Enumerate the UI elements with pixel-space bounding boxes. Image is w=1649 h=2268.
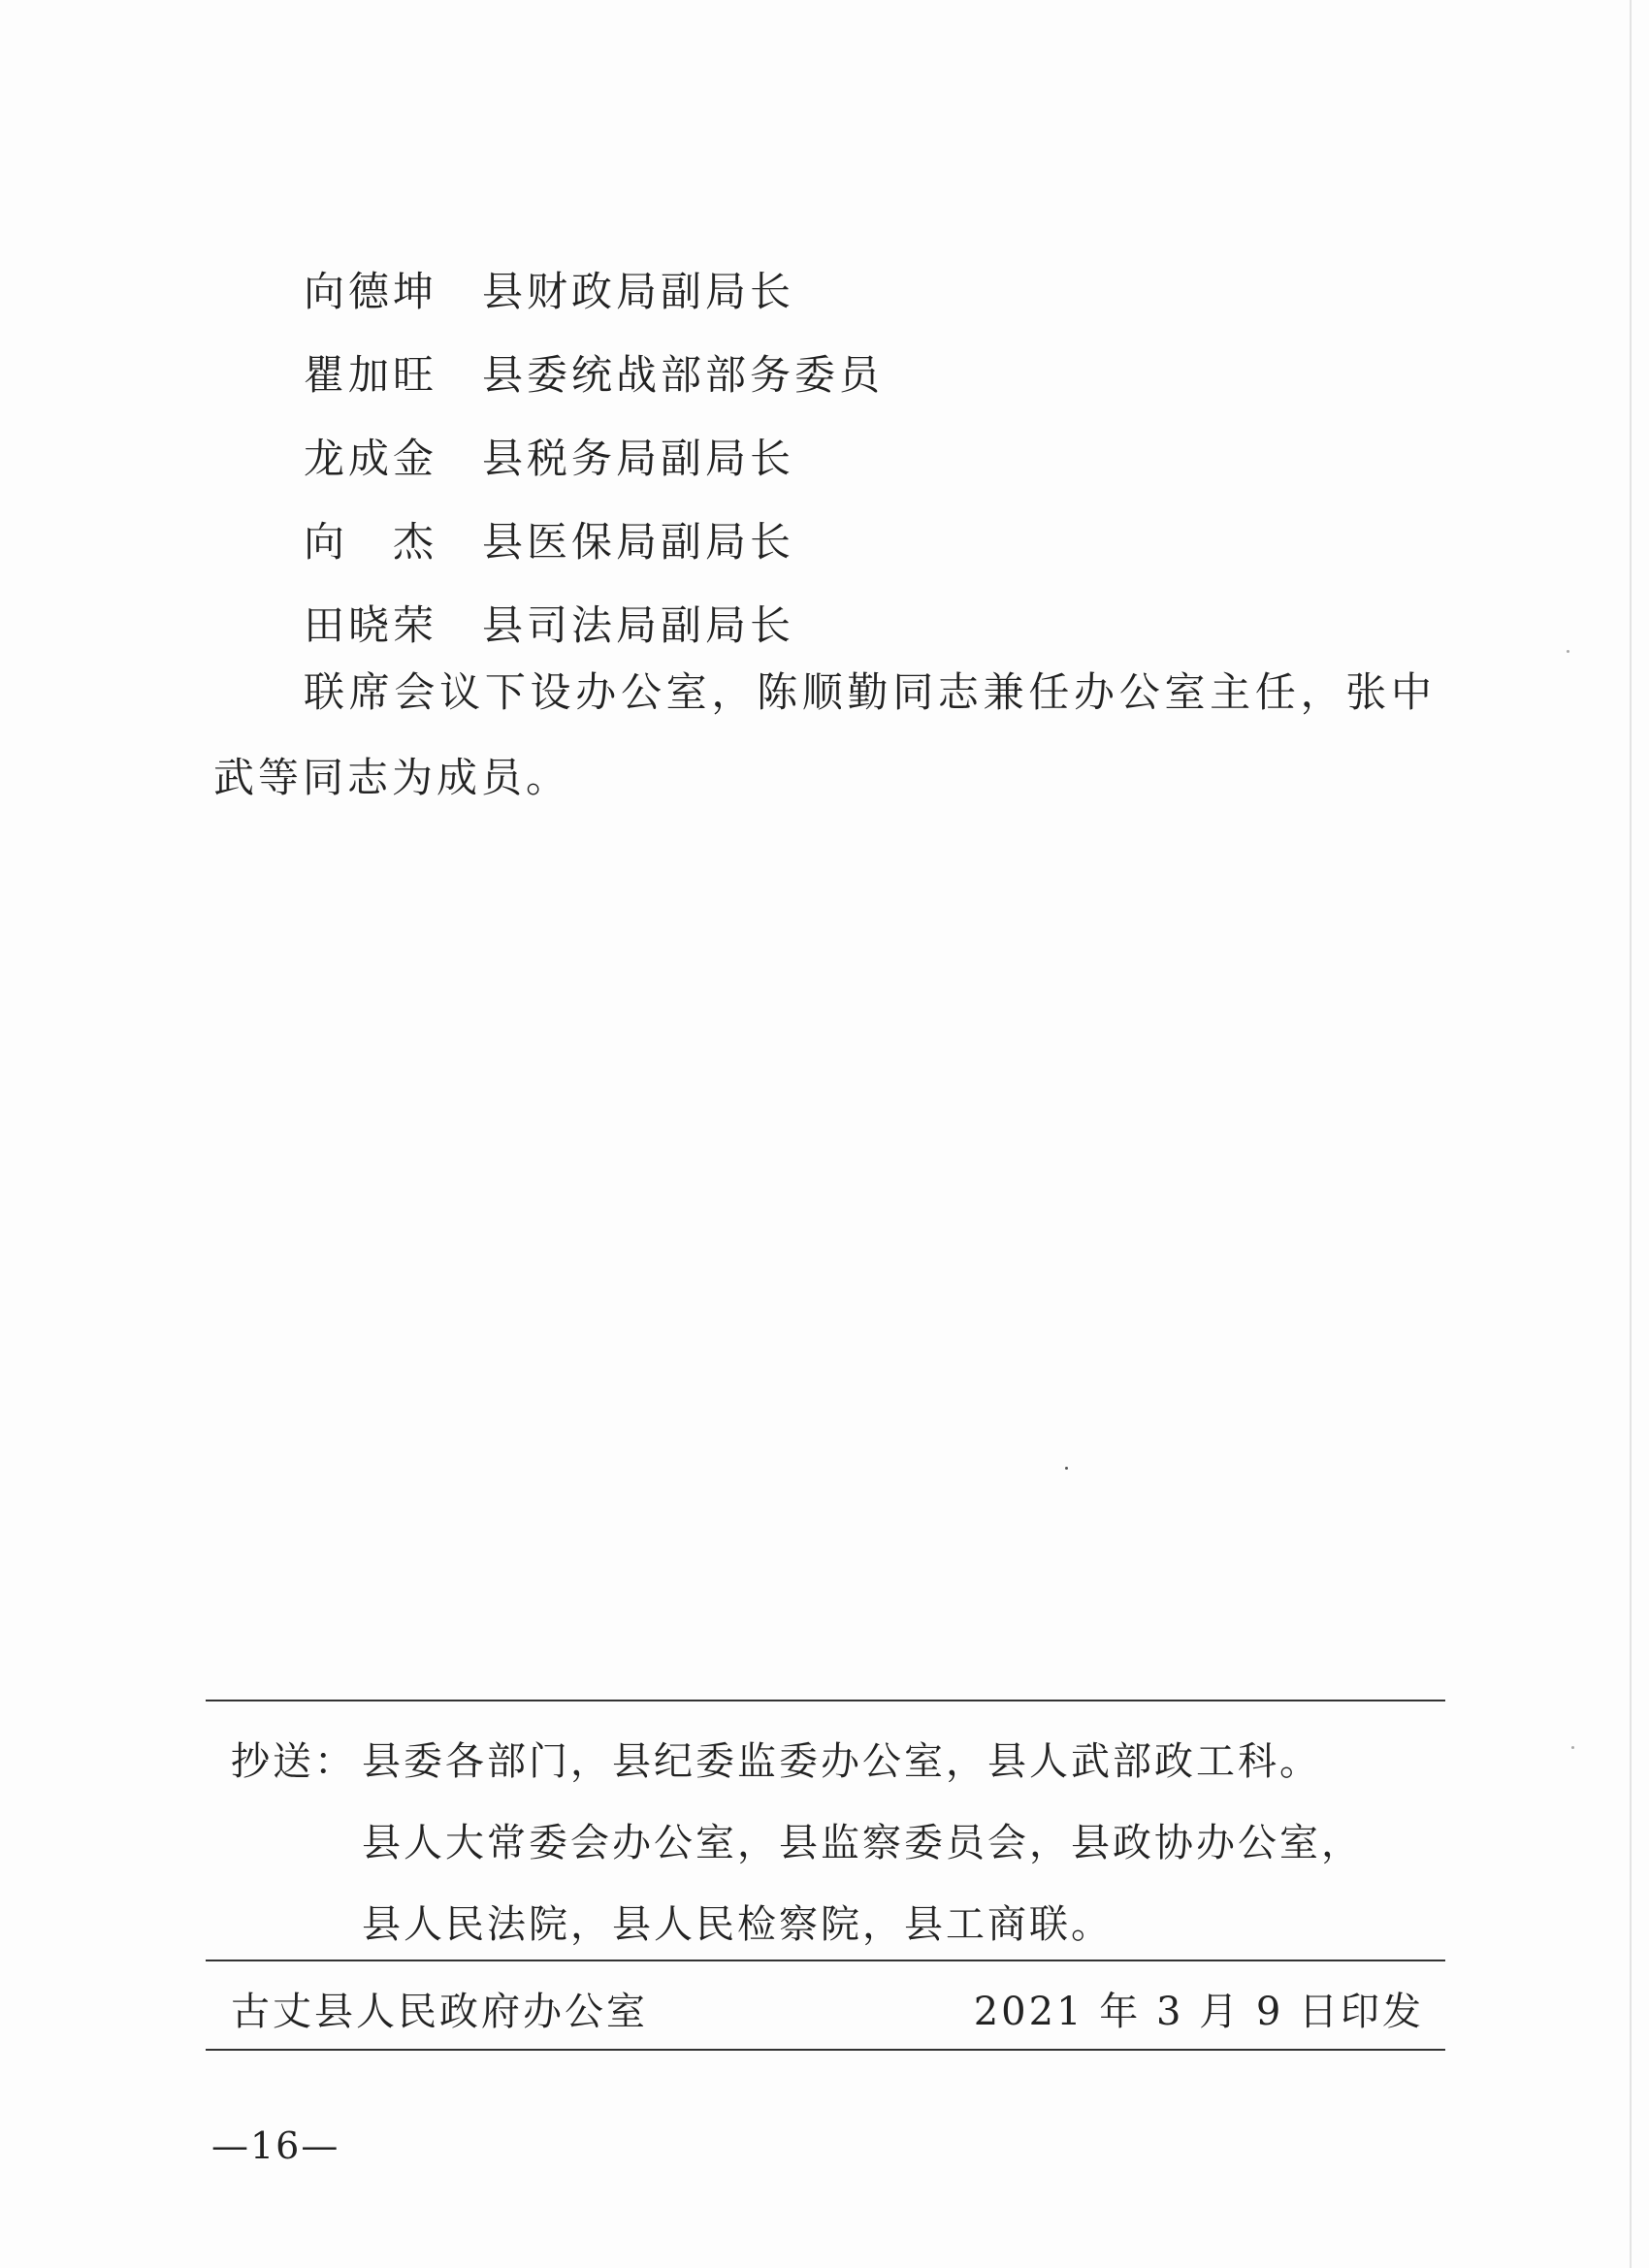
member-row [304,331,1468,414]
page-number: —16— [211,2124,340,2167]
member-name: 向杰 [304,518,483,566]
member-name: 向德坤 [304,268,438,315]
member-row [304,498,1468,581]
member-list [304,247,1468,664]
cc-row [231,1717,1443,1798]
member-title: 县委统战部部务委员 [482,351,885,399]
top-divider [206,1700,1445,1701]
cc-line: 县委各部门，县纪委监委办公室，县人武部政工科。 [362,1738,1321,1784]
issue-date: 2021 年 3 月 9 日印发 [973,1989,1424,2034]
cc-row [231,1798,1443,1880]
office-paragraph: 联席会议下设办公室，陈顺勤同志兼任办公室主任，张中武等同志为成员。 [213,668,1436,801]
scan-speck [1571,1746,1574,1749]
member-row [304,247,1468,331]
issuer-row [231,1967,1424,2049]
cc-line: 县人民法院，县人民检察院，县工商联。 [362,1901,1113,1947]
member-name: 龙成金 [304,435,438,482]
member-title: 县财政局副局长 [482,268,795,315]
member-name: 瞿加旺 [304,351,438,399]
cc-label: 抄送： [231,1738,356,1784]
scan-edge [1630,0,1632,2268]
member-row [304,414,1468,498]
cc-block [231,1717,1443,1961]
scan-speck [1567,650,1569,653]
middle-divider [206,1960,1445,1961]
cc-line: 县人大常委会办公室，县监察委员会，县政协办公室， [362,1820,1363,1865]
issuing-office: 古丈县人民政府办公室 [231,1989,648,2034]
cc-row [231,1880,1443,1961]
scan-speck [1065,1467,1068,1470]
member-title: 县医保局副局长 [482,518,795,566]
member-title: 县税务局副局长 [482,435,795,482]
member-title: 县司法局副局长 [482,601,795,649]
bottom-divider [206,2049,1445,2051]
member-name: 田晓荣 [304,601,438,649]
